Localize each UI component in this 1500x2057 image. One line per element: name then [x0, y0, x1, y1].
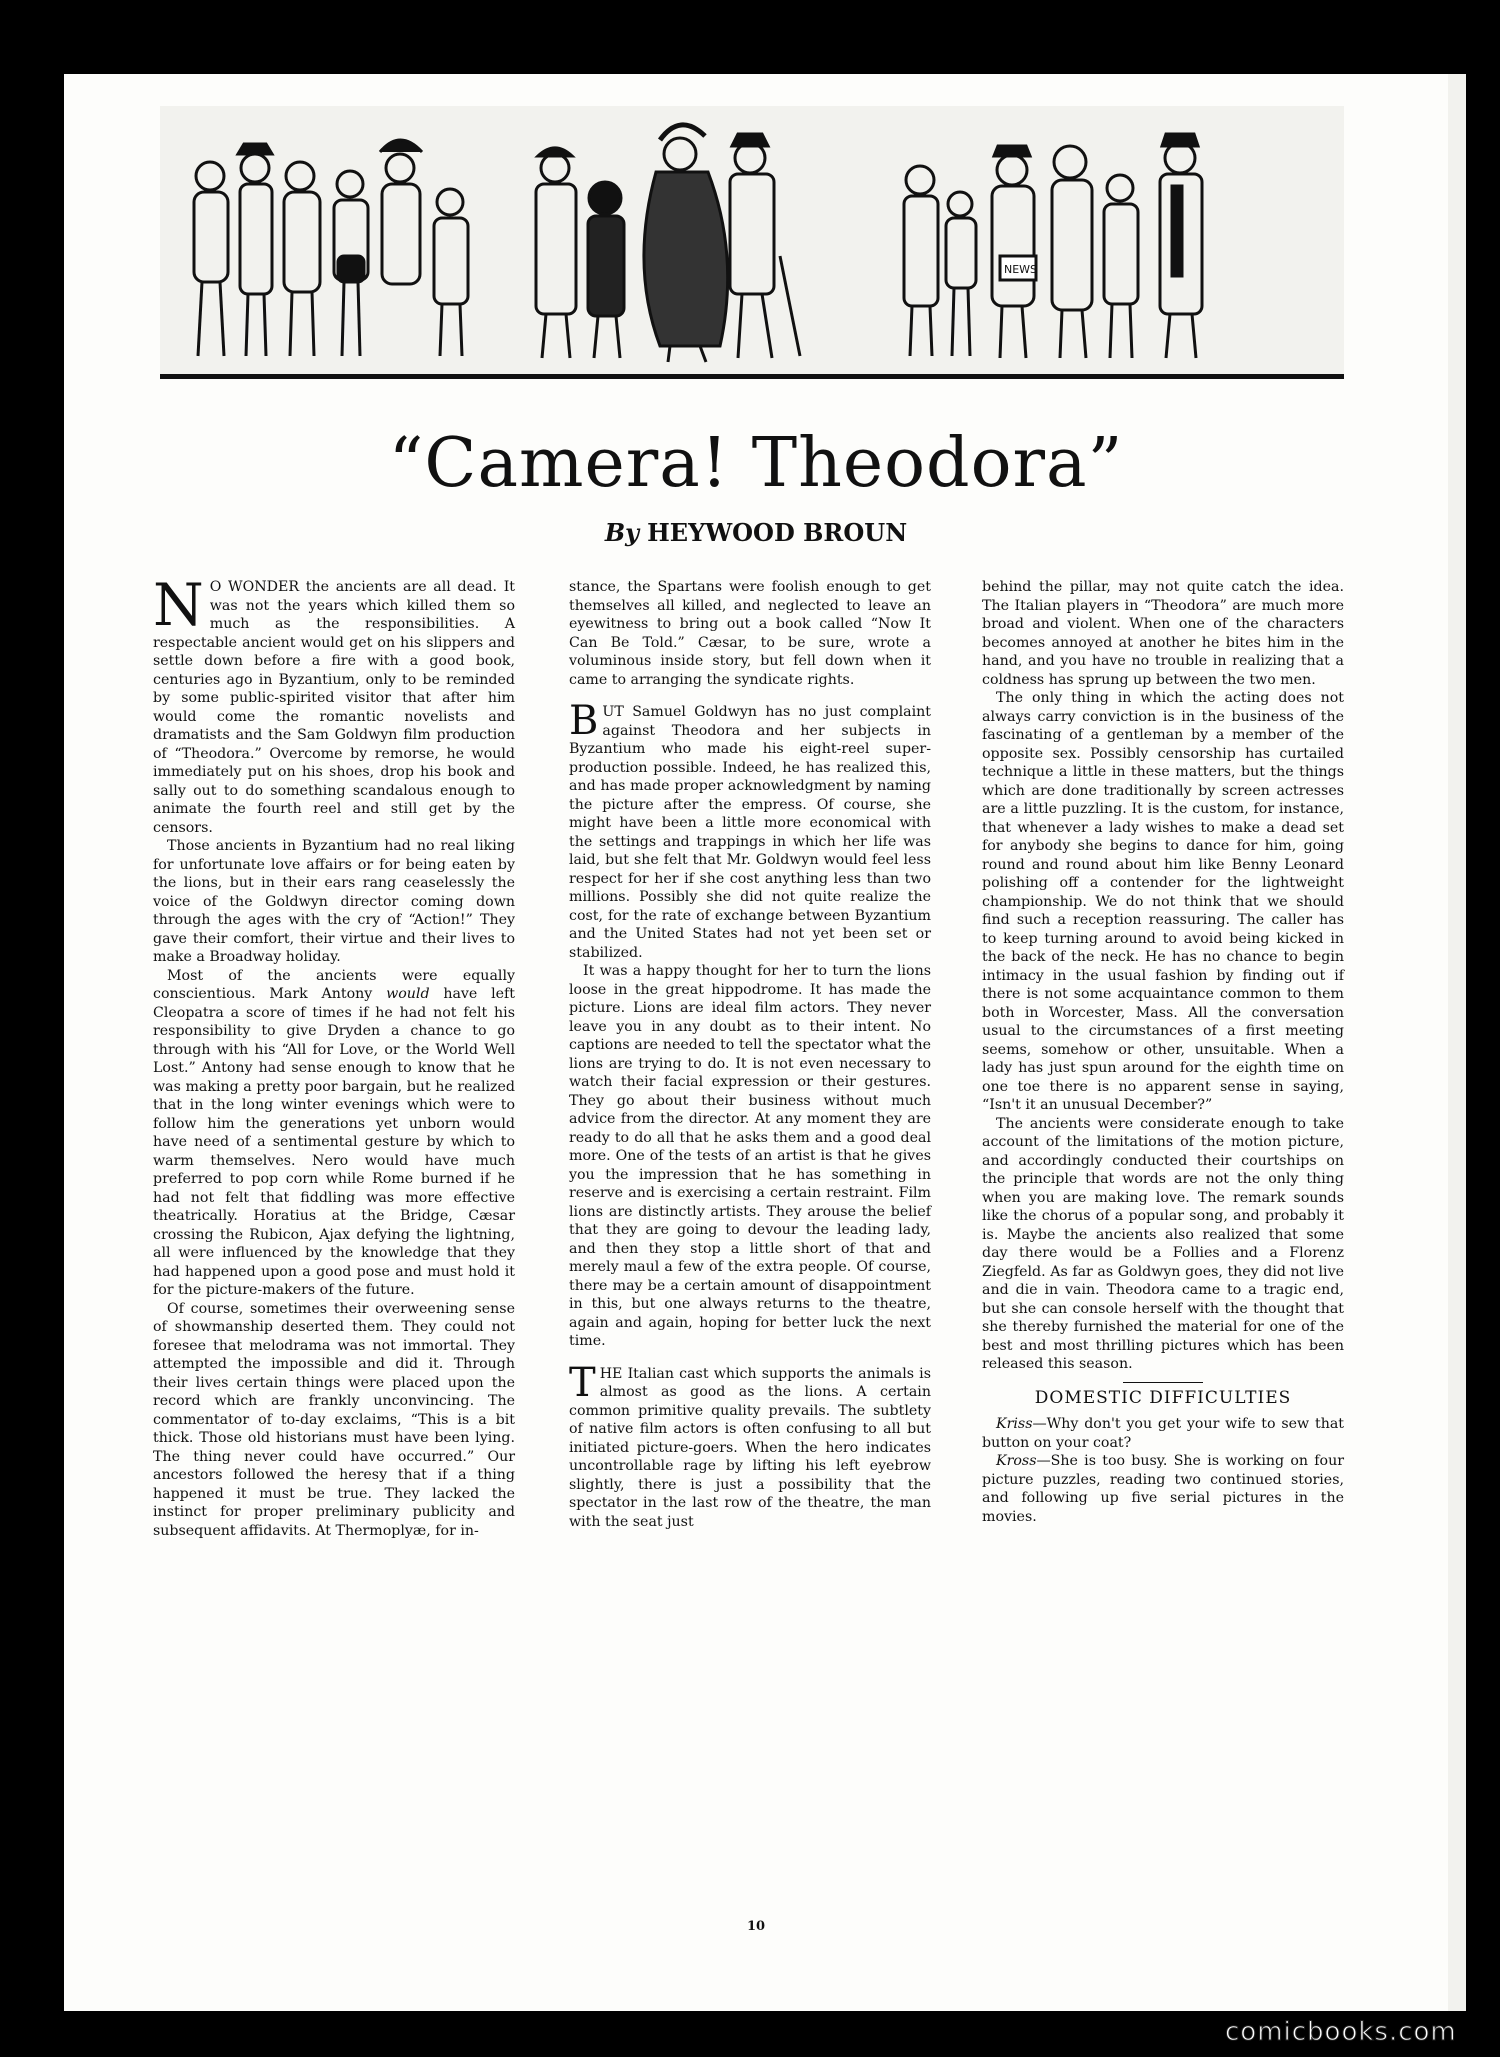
paragraph-text: Most of the ancients were equally conscientious. Mark Antony — [153, 967, 515, 1002]
column-1 — [153, 571, 515, 1540]
paragraph-text: HE Italian cast which supports the animals is almost as good as the lions. A certain common primitive quality prevails. The subtlety of native film actors is often confusing to all but initiated picture-goers. When the hero indicates uncontrollable rage by lifting his left eyebrow slightly, there is just a possibility that the spectator in the last row of the theatre, the man with the seat just — [569, 1365, 931, 1530]
paragraph — [153, 571, 515, 837]
speaker-name: Kross — [996, 1453, 1037, 1469]
byline-by: By — [604, 518, 640, 547]
byline — [64, 518, 1448, 547]
drop-cap: B — [569, 698, 599, 744]
drop-cap: T — [569, 1359, 596, 1406]
page-number: 10 — [746, 1919, 766, 1934]
emphasis-text: would — [386, 986, 430, 1002]
paragraph-text: have left Cleopatra a score of times if he had not felt his responsibility to give Dryden a chance to go through with his “All for Love, or the World Well Lost.” Antony had sense enough to know that he was making a pretty poor bargain, but he realized that in the long winter evenings which were to follow him the generations yet unborn would have need of a sentimental gesture by which to warm themselves. Nero would have much preferred to pop corn while Rome burned if he had not felt that fiddling was more effective theatrically. Horatius at the Bridge, Cæsar crossing the Rubicon, Ajax defying the lightning, all were influenced by the knowledge that they had happened upon a good pose and must hold it for the picture-makers of the future. — [153, 986, 515, 1298]
paragraph: behind the pillar, may not quite catch the idea. The Italian players in “Theodora” are much more broad and violent. When one of the characters becomes annoyed at another he bites him in the hand, and you have no trouble in realizing that a coldness has sprung up between the two men. — [982, 579, 1344, 688]
sidebar-heading: DOMESTIC DIFFICULTIES — [1034, 1387, 1292, 1408]
dialog-line — [982, 1452, 1344, 1526]
article-title: “Camera! Theodora” — [388, 424, 1124, 503]
paragraph-text: O WONDER the ancients are all dead. It was not the years which killed them so much as the responsibilities. A respectable ancient would get on his slippers and settle down before a fire with a good book, centuries ago in Byzantium, only to be reminded by some public-spirited visitor that after him would come the romantic novelists and dramatists and the Sam Goldwyn film production of “Theodora.” Overcome by remorse, he would immediately put on his shoes, drop his book and sally out to do something scandalous enough to animate the fourth reel and still get by the censors. — [153, 579, 515, 836]
crowd-illustration — [160, 106, 1344, 379]
speaker-name: Kriss — [996, 1416, 1033, 1432]
drop-cap: N — [153, 571, 204, 639]
dialog-text: —She is too busy. She is working on four picture puzzles, reading two continued stories, and following up five serial pictures in the movies. — [982, 1453, 1344, 1525]
paragraph: Those ancients in Byzantium had no real liking for unfortunate love affairs or for being eaten by the lions, but in their ears rang ceaselessly the voice of the Goldwyn director coming down through the ages with the cry of “Action!” They gave their comfort, their virtue and their lives to make a Broadway holiday. — [153, 838, 515, 965]
paragraph: The ancients were considerate enough to take account of the limitations of the motion picture, and accordingly conducted their courtships on the principle that words are not the only thing when you are making love. The remark sounds like the chorus of a popular song, and probably it is. Maybe the ancients also realized that some day there would be a Follies and a Florenz Ziegfeld. As far as Goldwyn goes, they did not live and die in vain. Theodora came to a tragic end, but she can console herself with the thought that she thereby furnished the material for one of the best and most thrilling pictures which has been released this season. — [982, 1115, 1344, 1372]
paragraph: The only thing in which the acting does not always carry conviction is in the business of the fascinating of a gentleman by a member of the opposite sex. Possibly censorship has curtailed technique a little in these matters, but the things which are done traditionally by screen actresses are a little puzzling. It is the custom, for instance, that whenever a lady wishes to make a dead set for anybody she begins to dance for him, going round and round about him like Benny Leonard polishing off a contender for the lightweight championship. We do not think that we should find such a reception reassuring. The caller has to keep turning around to avoid being kicked in the back of the neck. He has no chance to begin intimacy in the usual fashion by finding out if there is not some acquaintance common to them both in Worcester, Mass. All the conversation usual to the circumstances of a first meeting seems, somehow or other, unsuitable. When a lady has just spun around for the eighth time on one toe there is no apparent sense in saying, “Isn't it an unusual December?” — [982, 690, 1344, 1113]
paragraph: stance, the Spartans were foolish enough to get themselves all killed, and neglected to leave an eyewitness to bring out a book called “Now It Can Be Told.” Cæsar, to be sure, wrote a voluminous inside story, but fell down when it came to arranging the syndicate rights. — [569, 579, 931, 688]
column-2 — [569, 578, 931, 1531]
paragraph — [569, 1359, 931, 1532]
next-page-edge — [1448, 74, 1466, 2011]
section-divider — [1123, 1382, 1203, 1383]
dialog-text: —Why don't you get your wife to sew that button on your coat? — [982, 1416, 1344, 1451]
byline-author: HEYWOOD BROUN — [647, 518, 908, 547]
column-3 — [982, 578, 1344, 1526]
paragraph-text: UT Samuel Goldwyn has no just complaint against Theodora and her subjects in Byzantium who made his eight-reel super-production possible. Indeed, he has realized this, and has made proper acknowledgment by naming the picture after the empress. Of course, she might have been a little more economical with the settings and trappings in which her life was laid, but she felt that Mr. Goldwyn would feel less respect for her if she cost anything less than two millions. Possibly she did not quite realize the cost, for the rate of exchange between Byzantium and the United States had not yet been set or stabilized. — [569, 704, 931, 961]
paragraph — [569, 698, 931, 962]
news-label: NEWS — [1004, 263, 1038, 276]
magazine-page — [64, 74, 1448, 2011]
paragraph: It was a happy thought for her to turn the lions loose in the great hippodrome. It has made the picture. Lions are ideal film actors. They never leave you in any doubt as to their intent. No captions are needed to tell the spectator what the lions are trying to do. It is not even necessary to watch their facial expression or their gestures. They go about their business without much advice from the director. At any moment they are ready to do all that he asks them and a good deal more. One of the tests of an artist is that he gives you the impression that he has something in reserve and is exercising a certain restraint. Film lions are distinctly artists. They arouse the belief that they are going to devour the leading lady, and then they stop a little short of that and merely maul a few of the extra people. Of course, there may be a certain amount of disappointment in this, but one always returns to the theatre, again and again, hoping for better luck the next time. — [569, 963, 931, 1349]
watermark: comicbooks.com — [1225, 2017, 1457, 2047]
paragraph — [153, 967, 515, 1300]
dialog-line — [982, 1415, 1344, 1452]
paragraph: Of course, sometimes their overweening sense of showmanship deserted them. They could not foresee that melodrama was not immortal. They attempted the impossible and did it. Through their lives certain things were placed upon the record which are frankly unconvincing. The commentator of to-day exclaims, “This is a bit thick. Those old historians must have been lying. The thing never could have occurred.” Our ancestors followed the heresy that if a thing happened it must be true. They lacked the instinct for proper preliminary publicity and subsequent affidavits. At Thermoplyæ, for in- — [153, 1300, 515, 1539]
cartoon-crowd-drawing — [160, 106, 1344, 374]
